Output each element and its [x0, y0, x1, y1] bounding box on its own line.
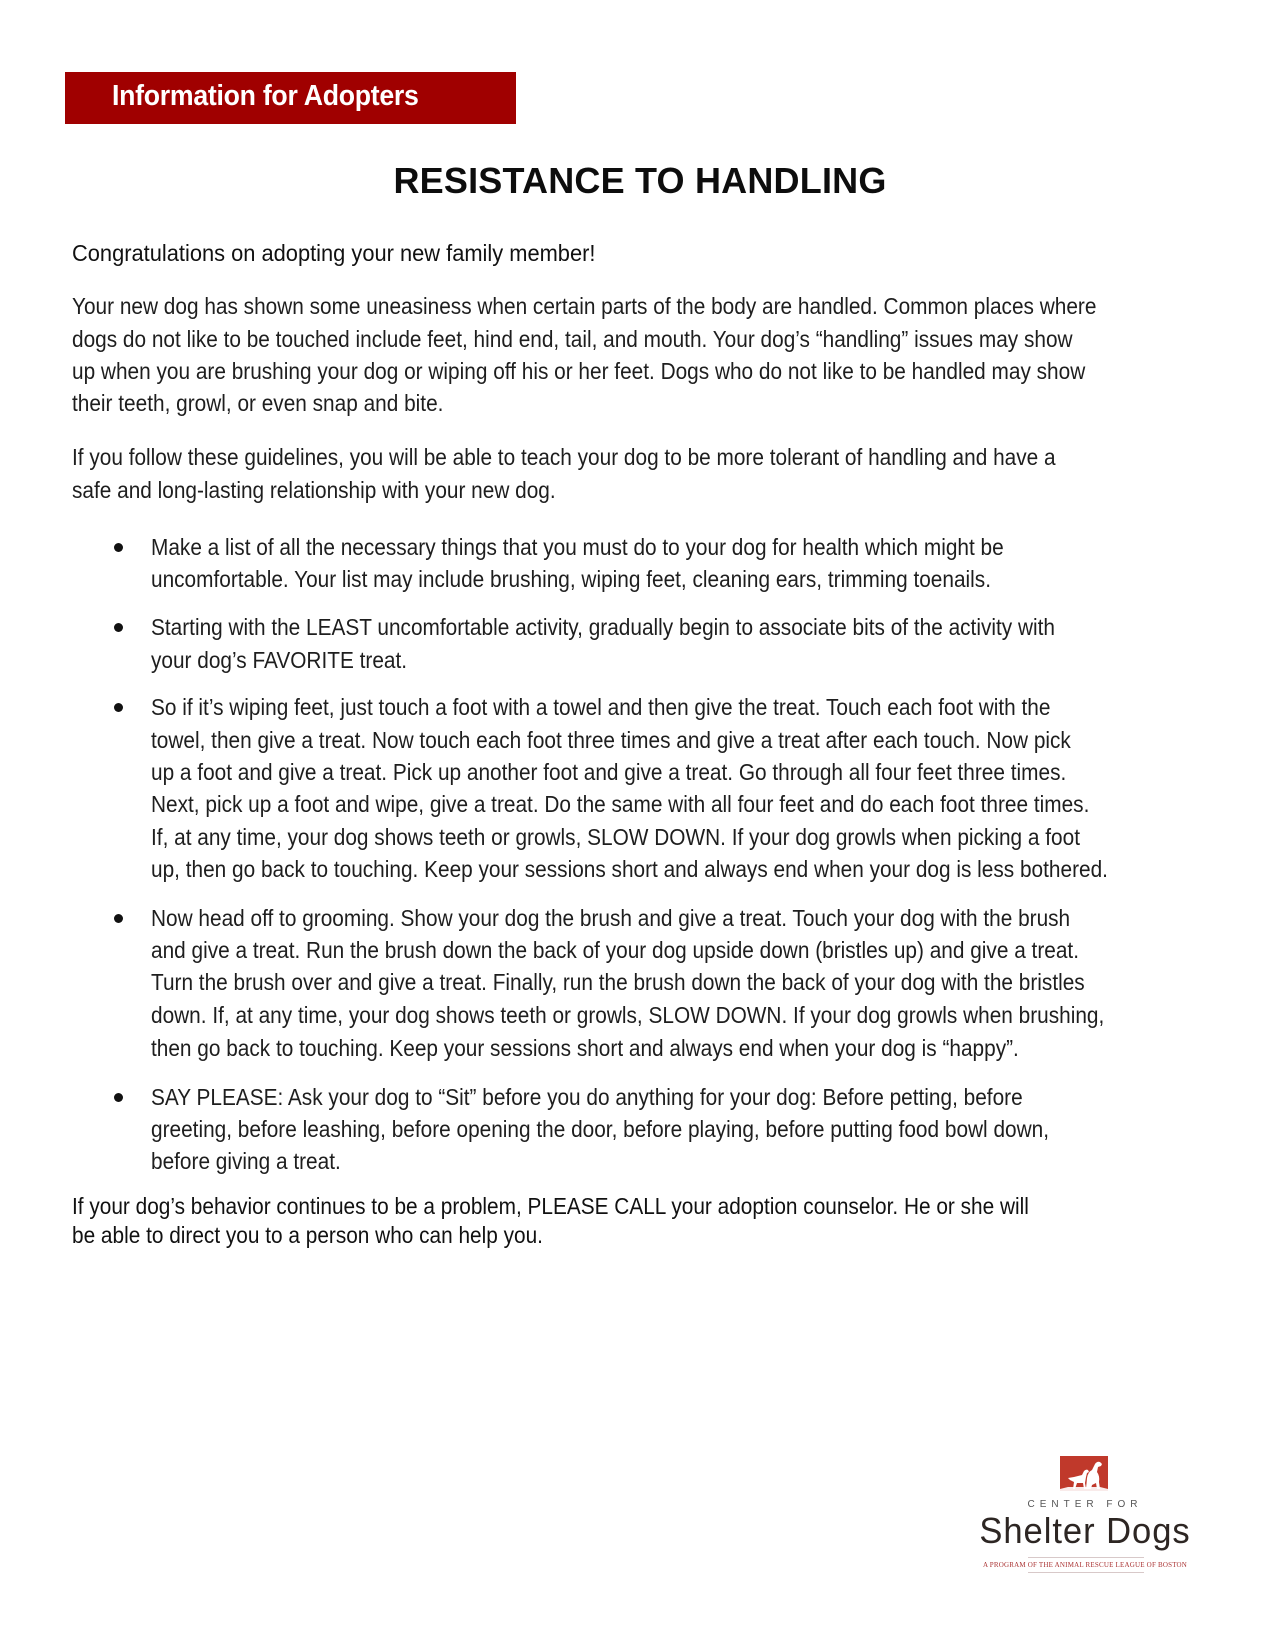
intro-text: Congratulations on adopting your new family member! [72, 240, 596, 266]
list-item-line: Starting with the LEAST uncomfortable activity, gradually begin to associate bits of the activity with [151, 614, 1055, 640]
paragraph-line: safe and long-lasting relationship with your new dog. [72, 477, 556, 503]
list-item-line: then go back to touching. Keep your sessions short and always end when your dog is “happy”. [151, 1035, 1019, 1061]
bullet-icon [114, 703, 123, 712]
list-item-line: Now head off to grooming. Show your dog the brush and give a treat. Touch your dog with the brush [151, 905, 1071, 931]
paragraph-line: their teeth, growl, or even snap and bite. [72, 390, 444, 416]
paragraph-line: If you follow these guidelines, you will be able to teach your dog to be more tolerant of handling and have a [72, 444, 1056, 470]
list-item-line: up, then go back to touching. Keep your sessions short and always end when your dog is less bothered. [151, 856, 1108, 882]
bullet-icon [114, 543, 123, 552]
logo-tagline: A PROGRAM OF THE ANIMAL RESCUE LEAGUE OF BOSTON [982, 1561, 1188, 1569]
closing-line: If your dog’s behavior continues to be a problem, PLEASE CALL your adoption counselor. He or she will [72, 1193, 1029, 1219]
bullet-icon [114, 623, 123, 632]
list-item-line: Turn the brush over and give a treat. Finally, run the brush down the back of your dog with the bristles [151, 969, 1085, 995]
list-item-line: uncomfortable. Your list may include brushing, wiping feet, cleaning ears, trimming toenails. [151, 566, 991, 592]
paragraph-line: up when you are brushing your dog or wiping off his or her feet. Dogs who do not like to be handled may show [72, 358, 1086, 384]
logo-overline: CENTER FOR [1027, 1499, 1143, 1510]
paragraph-line: Your new dog has shown some uneasiness when certain parts of the body are handled. Common places where [72, 293, 1097, 319]
list-item-line: Next, pick up a foot and wipe, give a treat. Do the same with all four feet and do each foot three times. [151, 791, 1090, 817]
list-item-line: and give a treat. Run the brush down the back of your dog upside down (bristles up) and give a treat. [151, 937, 1079, 963]
bullet-icon [114, 1093, 123, 1102]
logo-divider [1028, 1557, 1144, 1558]
logo-divider [1028, 1572, 1144, 1573]
list-item-line: your dog’s FAVORITE treat. [151, 647, 408, 673]
closing-line: be able to direct you to a person who can help you. [72, 1222, 543, 1248]
list-item-line: before giving a treat. [151, 1148, 341, 1174]
list-item-line: up a foot and give a treat. Pick up another foot and give a treat. Go through all four feet three times. [151, 759, 1067, 785]
list-item-line: Make a list of all the necessary things that you must do to your dog for health which might be [151, 534, 1004, 560]
paragraph-line: dogs do not like to be touched include feet, hind end, tail, and mouth. Your dog’s “handling” issues may show [72, 326, 1073, 352]
center-for-shelter-dogs-logo [970, 1450, 1200, 1580]
list-item-line: If, at any time, your dog shows teeth or growls, SLOW DOWN. If your dog growls when picking a foot [151, 824, 1080, 850]
section-header-label: Information for Adopters [112, 80, 419, 112]
list-item-line: down. If, at any time, your dog shows teeth or growls, SLOW DOWN. If your dog growls when brushing, [151, 1002, 1105, 1028]
page-title: RESISTANCE TO HANDLING [393, 160, 887, 201]
list-item-line: So if it’s wiping feet, just touch a foot with a towel and then give the treat. Touch each foot with the [151, 694, 1051, 720]
list-item-line: greeting, before leashing, before opening the door, before playing, before putting food bowl down, [151, 1116, 1050, 1142]
list-item-line: SAY PLEASE: Ask your dog to “Sit” before you do anything for your dog: Before petting, before [151, 1084, 1023, 1110]
bullet-icon [114, 914, 123, 923]
logo-name: Shelter Dogs [979, 1510, 1191, 1551]
two-dogs-silhouette-icon [1060, 1456, 1108, 1491]
section-header-bar [65, 72, 516, 124]
list-item-line: towel, then give a treat. Now touch each foot three times and give a treat after each touch. Now pick [151, 727, 1071, 753]
